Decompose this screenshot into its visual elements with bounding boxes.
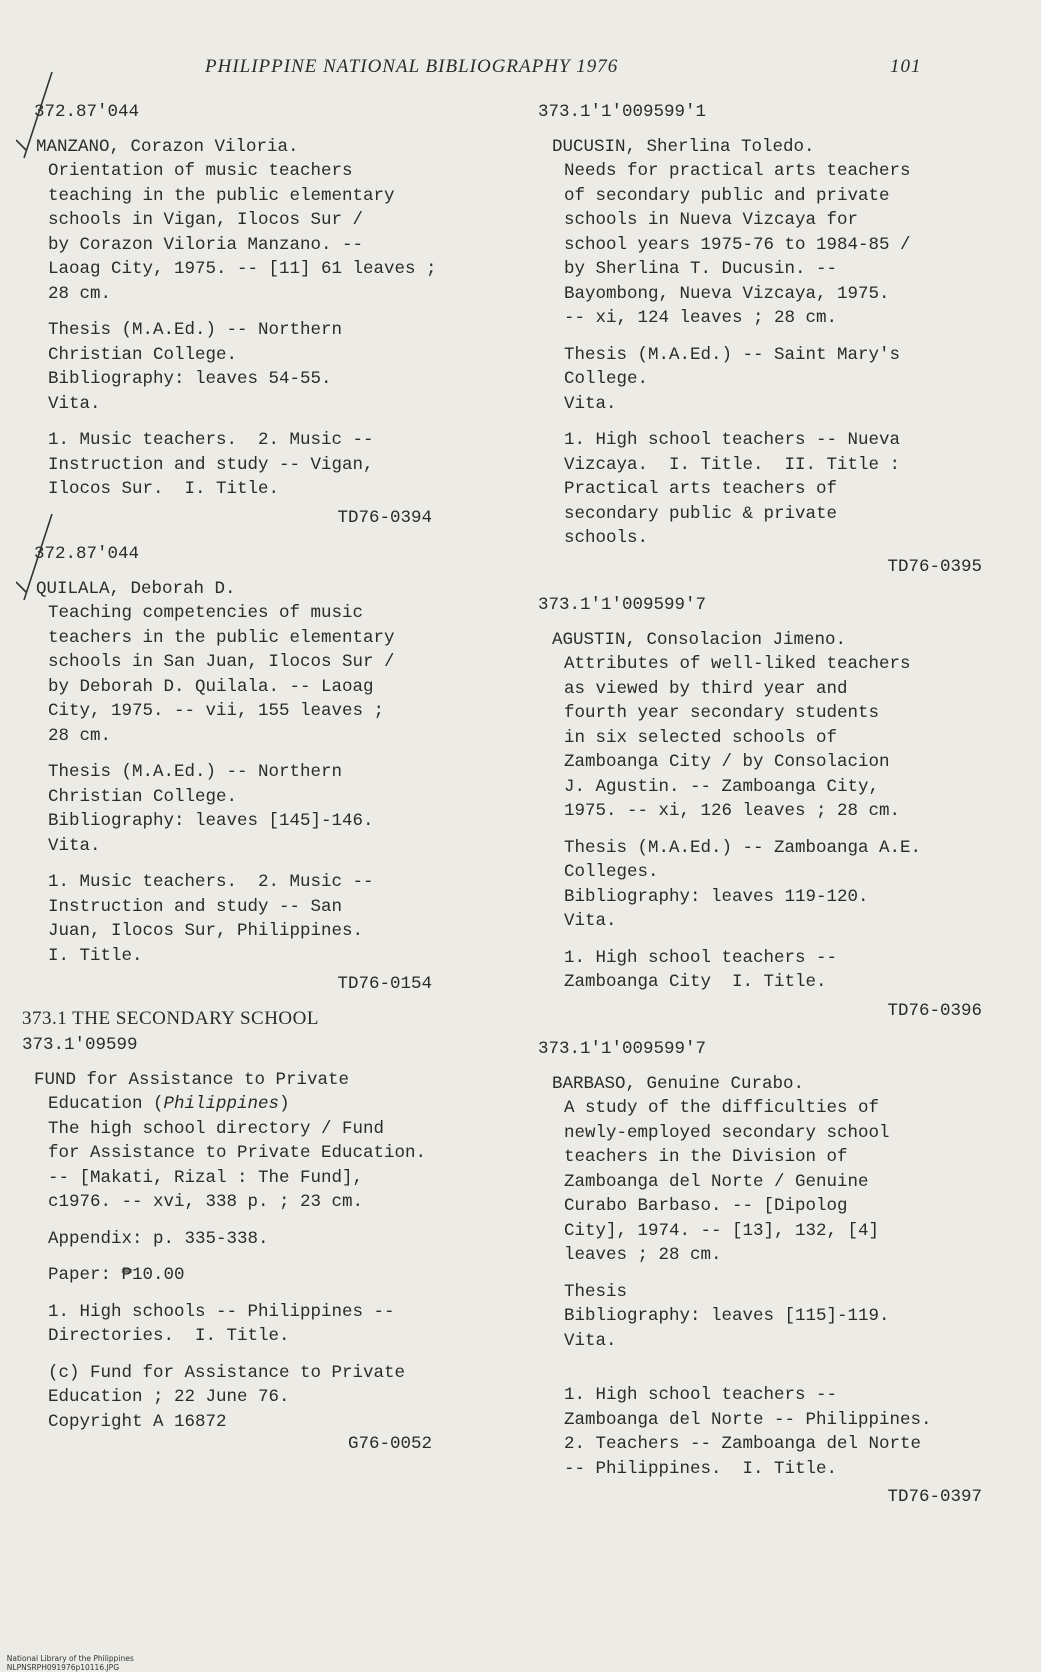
right-column xyxy=(538,100,998,1510)
subject-line: 1. High schools -- Philippines -- xyxy=(48,1301,395,1322)
catalog-entry-manzano xyxy=(22,100,502,530)
author-italic-text: Philippines xyxy=(163,1094,280,1114)
call-number: 373.1'1'009599'1 xyxy=(538,102,707,122)
control-number: TD76-0154 xyxy=(337,974,432,994)
author-heading: MANZANO, Corazon Viloria. xyxy=(36,136,299,157)
copyright-line: Copyright A 16872 xyxy=(48,1411,227,1432)
note-line: Thesis (M.A.Ed.) -- Northern xyxy=(48,762,343,782)
description-line: newly-employed secondary school xyxy=(564,1122,890,1143)
note-line: Colleges. xyxy=(564,862,659,882)
control-number: TD76-0394 xyxy=(337,507,432,528)
description-line: Curabo Barbaso. -- [Dipolog xyxy=(564,1196,848,1216)
description-line: leaves ; 28 cm. xyxy=(564,1245,722,1265)
left-column xyxy=(22,100,502,1457)
description-line: Attributes of well-liked teachers xyxy=(564,654,911,674)
description-line: Bayombong, Nueva Vizcaya, 1975. xyxy=(564,283,890,304)
description-line: as viewed by third year and xyxy=(564,678,848,699)
subject-line: Vizcaya. I. Title. II. Title : xyxy=(564,454,901,475)
control-number: TD76-0396 xyxy=(887,1000,982,1021)
note-line: Vita. xyxy=(48,835,101,856)
description-line: A study of the difficulties of xyxy=(564,1098,880,1118)
description-line: Orientation of music teachers xyxy=(48,161,353,181)
control-number: TD76-0395 xyxy=(887,556,982,577)
note-line: Vita. xyxy=(564,911,617,931)
subject-line: I. Title. xyxy=(48,945,143,966)
entry-body xyxy=(564,652,998,995)
note-line: Thesis (M.A.Ed.) -- Northern xyxy=(48,320,343,340)
description-line: schools in Nueva Vizcaya for xyxy=(564,210,859,230)
description-line: Teaching competencies of music xyxy=(48,603,364,623)
author-text: ) xyxy=(279,1094,290,1114)
note-line: Vita. xyxy=(564,1330,617,1351)
notes xyxy=(564,836,998,934)
note-line: Christian College. xyxy=(48,786,238,807)
description-line: by Deborah D. Quilala. -- Laoag xyxy=(48,676,374,697)
catalog-entry-ducusin xyxy=(538,100,998,579)
author-heading-continued xyxy=(48,1092,502,1117)
description-line: City, 1975. -- vii, 155 leaves ; xyxy=(48,701,385,721)
description-line: Zamboanga City / by Consolacion xyxy=(564,752,890,772)
subject-line: Ilocos Sur. I. Title. xyxy=(48,479,280,499)
note-line: Vita. xyxy=(48,393,101,414)
entry-body xyxy=(48,601,502,968)
call-number: 373.1'1'009599'7 xyxy=(538,1039,707,1059)
catalog-entry-fund xyxy=(22,1068,502,1457)
subject-line: Zamboanga City I. Title. xyxy=(564,972,827,992)
subjects xyxy=(48,1300,502,1349)
description-line: J. Agustin. -- Zamboanga City, xyxy=(564,776,880,797)
catalog-entry-agustin xyxy=(538,593,998,1023)
description-line: 1975. -- xi, 126 leaves ; 28 cm. xyxy=(564,801,901,821)
note-line: Thesis (M.A.Ed.) -- Saint Mary's xyxy=(564,344,901,365)
subject-line: 1. Music teachers. 2. Music -- xyxy=(48,872,374,892)
call-number: 373.1'1'009599'7 xyxy=(538,595,707,615)
subject-line: Juan, Ilocos Sur, Philippines. xyxy=(48,921,364,941)
running-title: PHILIPPINE NATIONAL BIBLIOGRAPHY 1976 xyxy=(205,56,619,77)
subject-line: 1. High school teachers -- xyxy=(564,1385,838,1405)
subject-line: 1. High school teachers -- xyxy=(564,947,838,968)
check-mark-icon xyxy=(16,70,56,160)
scan-footer xyxy=(0,1645,1041,1672)
copyright-line: Education ; 22 June 76. xyxy=(48,1387,290,1407)
subject-line: Instruction and study -- Vigan, xyxy=(48,454,374,475)
author-heading: QUILALA, Deborah D. xyxy=(36,578,236,599)
entry-body xyxy=(48,159,502,502)
entry-body xyxy=(48,1092,502,1434)
description-line: 28 cm. xyxy=(48,283,112,304)
description-line: The high school directory / Fund xyxy=(48,1118,385,1139)
notes xyxy=(48,760,502,858)
author-text: Education ( xyxy=(48,1094,164,1114)
description-line: of secondary public and private xyxy=(564,185,890,206)
page-number: 101 xyxy=(890,56,922,77)
catalog-entry-barbaso xyxy=(538,1037,998,1510)
check-mark-icon xyxy=(16,512,56,602)
description-line: Zamboanga del Norte / Genuine xyxy=(564,1171,869,1192)
entry-body xyxy=(564,159,998,551)
description-line: by Sherlina T. Ducusin. -- xyxy=(564,259,838,279)
note-line: Bibliography: leaves [145]-146. xyxy=(48,811,374,831)
copyright-note xyxy=(48,1361,502,1435)
description-line: Needs for practical arts teachers xyxy=(564,161,911,181)
entry-body xyxy=(564,1096,998,1481)
subject-line: Directories. I. Title. xyxy=(48,1326,290,1346)
control-number: G76-0052 xyxy=(347,1434,432,1454)
subject-line: 1. High school teachers -- Nueva xyxy=(564,430,901,450)
description-line: City], 1974. -- [13], 132, [4] xyxy=(564,1220,880,1241)
notes xyxy=(48,318,502,416)
description-line: c1976. -- xvi, 338 p. ; 23 cm. xyxy=(48,1192,364,1212)
price-note: Paper: ₱10.00 xyxy=(48,1265,185,1285)
call-number: 372.87'044 xyxy=(34,102,140,122)
appendix-note: Appendix: p. 335-338. xyxy=(48,1228,269,1249)
description-line: in six selected schools of xyxy=(564,727,838,748)
call-number: 373.1'09599 xyxy=(22,1035,138,1055)
description-line: for Assistance to Private Education. xyxy=(48,1143,427,1163)
author-heading: BARBASO, Genuine Curabo. xyxy=(552,1073,805,1094)
subject-line: Zamboanga del Norte -- Philippines. xyxy=(564,1409,932,1430)
notes xyxy=(564,343,998,417)
library-credit: National Library of the Philippines xyxy=(6,1654,134,1663)
description-line: teachers in the Division of xyxy=(564,1147,848,1167)
copyright-line: (c) Fund for Assistance to Private xyxy=(48,1362,406,1383)
note-line: Bibliography: leaves 54-55. xyxy=(48,369,332,389)
note-line: Thesis (M.A.Ed.) -- Zamboanga A.E. xyxy=(564,837,922,858)
subject-line: Practical arts teachers of xyxy=(564,479,838,499)
call-number: 372.87'044 xyxy=(34,544,140,564)
subject-line: Instruction and study -- San xyxy=(48,896,343,917)
note-line: College. xyxy=(564,369,649,389)
subject-line: -- Philippines. I. Title. xyxy=(564,1458,838,1479)
subject-line: schools. xyxy=(564,528,649,548)
description-line: fourth year secondary students xyxy=(564,703,880,723)
note-line: Thesis xyxy=(564,1281,628,1302)
description-line: Laoag City, 1975. -- [11] 61 leaves ; xyxy=(48,259,437,279)
file-name: NLPNSRPH091976p10116.JPG xyxy=(6,1663,120,1672)
subjects xyxy=(564,428,998,551)
description-line: -- xi, 124 leaves ; 28 cm. xyxy=(564,308,838,328)
subject-line: 1. Music teachers. 2. Music -- xyxy=(48,430,374,450)
description-line: schools in Vigan, Ilocos Sur / xyxy=(48,210,364,230)
description-line: school years 1975-76 to 1984-85 / xyxy=(564,234,911,255)
description-line: teaching in the public elementary xyxy=(48,185,395,206)
author-heading: DUCUSIN, Sherlina Toledo. xyxy=(552,136,815,157)
subjects xyxy=(564,1383,998,1481)
control-number: TD76-0397 xyxy=(887,1487,982,1507)
notes xyxy=(564,1280,998,1354)
subject-line: secondary public & private xyxy=(564,503,838,524)
subject-line: 2. Teachers -- Zamboanga del Norte xyxy=(564,1434,922,1454)
note-line: Vita. xyxy=(564,393,617,414)
page-header xyxy=(0,52,1041,82)
catalog-entry-quilala xyxy=(22,542,502,997)
description-line: 28 cm. xyxy=(48,725,112,746)
description-line: by Corazon Viloria Manzano. -- xyxy=(48,234,364,255)
description-line: teachers in the public elementary xyxy=(48,627,395,648)
note-line: Bibliography: leaves 119-120. xyxy=(564,886,869,907)
description-line: -- [Makati, Rizal : The Fund], xyxy=(48,1167,364,1188)
author-heading: FUND for Assistance to Private xyxy=(34,1069,350,1090)
note-line: Bibliography: leaves [115]-119. xyxy=(564,1306,890,1326)
section-heading: 373.1 THE SECONDARY SCHOOL xyxy=(22,1007,319,1029)
subjects xyxy=(48,870,502,968)
note-line: Christian College. xyxy=(48,344,238,365)
subjects xyxy=(564,946,998,995)
description-line: schools in San Juan, Ilocos Sur / xyxy=(48,652,395,672)
subjects xyxy=(48,428,502,502)
author-heading: AGUSTIN, Consolacion Jimeno. xyxy=(552,629,847,650)
